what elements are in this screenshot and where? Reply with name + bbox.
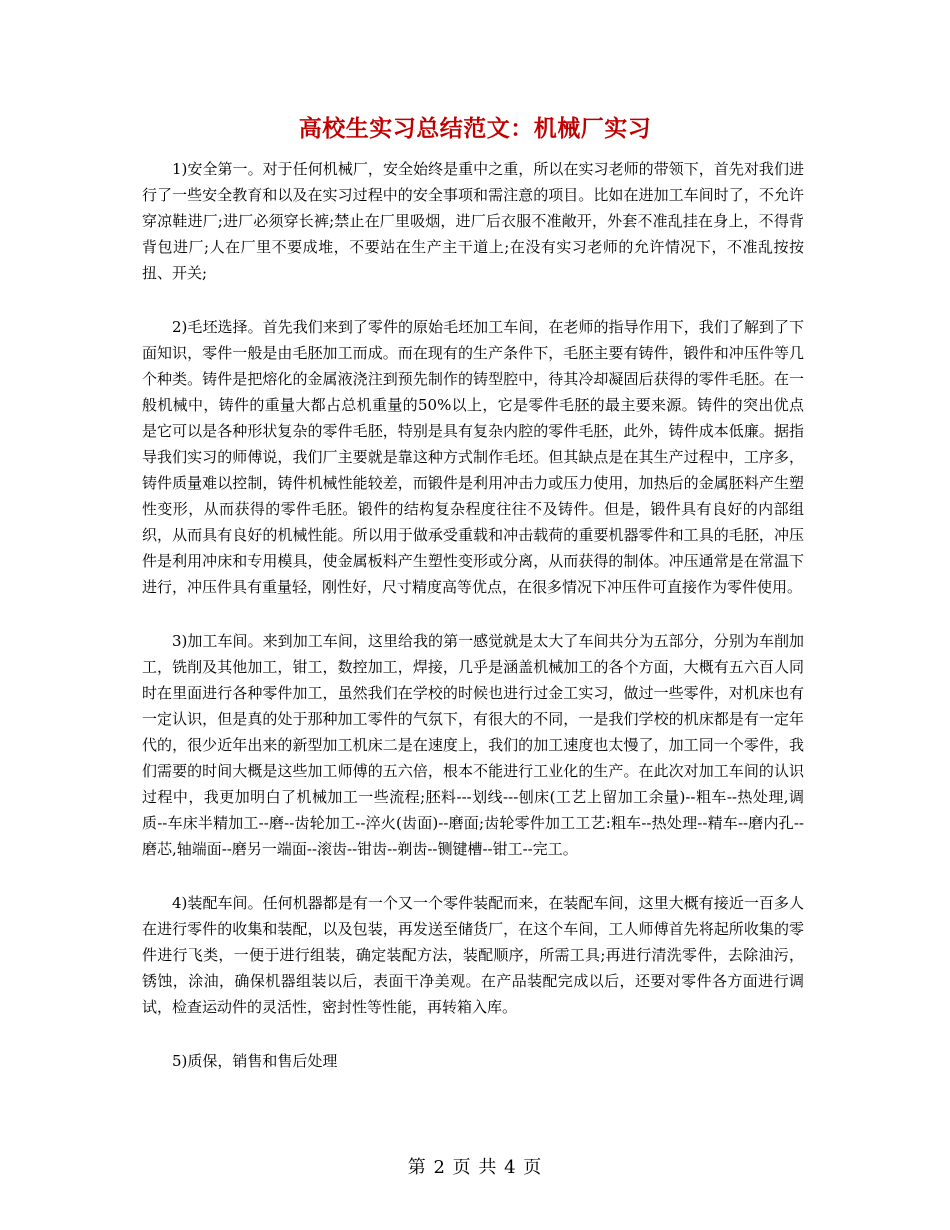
paragraph-machining-workshop: 3)加工车间。来到加工车间，这里给我的第一感觉就是太大了车间共分为五部分，分别为车削加工，铣削及其他加工，钳工，数控加工，焊接，几乎是涵盖机械加工的各个方面，大概有五六百人同时在里面进行各种零件加工，虽然我们在学校的时候也进行过金工实习，做过一些零件，对机床也有一定认识，但是真的处于那种加工零件的气氛下，有很大的不同，一是我们学校的机床都是有一定年代的，很少近年出来的新型加工机床二是在速度上，我们的加工速度也太慢了，加工同一个零件，我们需要的时间大概是这些加工师傅的五六倍，根本不能进行工业化的生产。在此次对加工车间的认识过程中，我更加明白了机械加工一些流程;胚料---划线---刨床(工艺上留加工余量)--粗车--热处理,调质--车床半精加工--磨--齿轮加工--淬火(齿面)--磨面;齿轮零件加工工艺:粗车--热处理--精车--磨内孔--磨芯,轴端面--磨另一端面--滚齿--钳齿--剃齿--铡键槽--钳工--完工。 <box>142 632 804 858</box>
document-body <box>142 156 804 1102</box>
page-number-footer <box>0 1153 950 1179</box>
paragraph-quality-sales: 5)质保，销售和售后处理 <box>172 1052 338 1070</box>
document-title: 高校生实习总结范文：机械厂实习 <box>298 115 652 142</box>
page-number-text: 第 2 页 共 4 页 <box>407 1157 543 1178</box>
paragraph-blank-selection: 2)毛坯选择。首先我们来到了零件的原始毛坯加工车间，在老师的指导作用下，我们了解到了下面知识，零件一般是由毛胚加工而成。而在现有的生产条件下，毛胚主要有铸件，锻件和冲压件等几个种类。铸件是把熔化的金属液浇注到预先制作的铸型腔中，待其冷却凝固后获得的零件毛胚。在一般机械中，铸件的重量大都占总机重量的50%以上，它是零件毛胚的最主要来源。铸件的突出优点是它可以是各种形状复杂的零件毛胚，特别是具有复杂内腔的零件毛胚，此外，铸件成本低廉。据指导我们实习的师傅说，我们厂主要就是靠这种方式制作毛坯。但其缺点是在其生产过程中，工序多，铸件质量难以控制，铸件机械性能较差，而锻件是利用冲击力或压力使用，加热后的金属胚料产生塑性变形，从而获得的零件毛胚。锻件的结构复杂程度往往不及铸件。但是，锻件具有良好的内部组织，从而具有良好的机械性能。所以用于做承受重载和冲击载荷的重要机器零件和工具的毛胚，冲压件是利用冲床和专用模具，使金属板料产生塑性变形或分离，从而获得的制体。冲压通常是在常温下进行，冲压件具有重量轻，刚性好，尺寸精度高等优点，在很多情况下冲压件可直接作为零件使用。 <box>142 318 804 596</box>
paragraph-safety: 1)安全第一。对于任何机械厂，安全始终是重中之重，所以在实习老师的带领下，首先对我们进行了一些安全教育和以及在实习过程中的安全事项和需注意的项目。比如在进加工车间时了，不允许穿凉鞋进厂;进厂必须穿长裤;禁止在厂里吸烟，进厂后衣服不准敞开，外套不准乱挂在身上，不得背背包进厂;人在厂里不要成堆，不要站在生产主干道上;在没有实习老师的允许情况下，不准乱按按扭、开关; <box>142 160 804 282</box>
paragraph-assembly-workshop: 4)装配车间。任何机器都是有一个又一个零件装配而来，在装配车间，这里大概有接近一百多人在进行零件的收集和装配，以及包装，再发送至储货厂，在这个车间，工人师傅首先将起所收集的零件进行飞类，一便于进行组装，确定装配方法，装配顺序，所需工具;再进行清洗零件，去除油污，锈蚀，涂油，确保机器组装以后，表面干净美观。在产品装配完成以后，还要对零件各方面进行调试，检查运动件的灵活性，密封性等性能，再转箱入库。 <box>142 894 804 1016</box>
